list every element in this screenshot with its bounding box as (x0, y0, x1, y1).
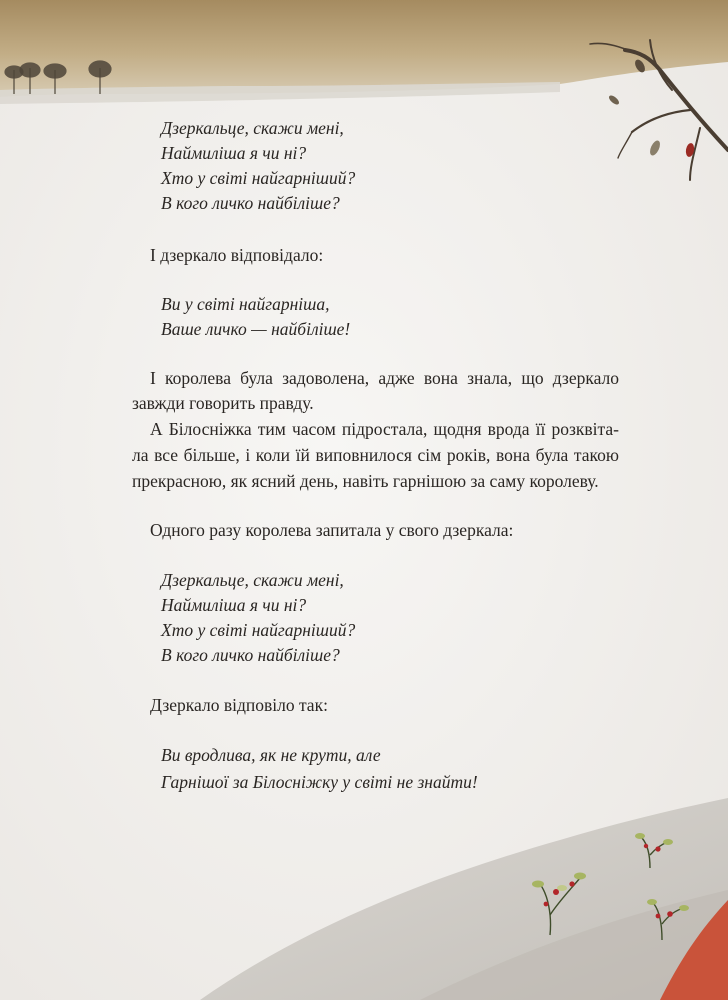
paragraph-line: А Білосніжка тим часом підростала, щодня врода її розквіта- (150, 419, 619, 439)
paragraph-line: завжди говорить правду. (132, 393, 314, 413)
verse-line: Дзеркальце, скажи мені, (161, 570, 344, 590)
verse-line: Ваше личко — найбіліше! (161, 319, 351, 339)
verse-line: Дзеркальце, скажи мені, (161, 118, 344, 138)
verse-line: Хто у світі найгарніший? (161, 168, 356, 188)
paragraph-line: І королева була задоволена, адже вона знала, що дзеркало (150, 368, 619, 388)
prose-queen-asked: Одного разу королева запитала у свого дзеркала: (150, 520, 514, 540)
verse-line: Наймиліша я чи ні? (161, 595, 307, 615)
verse-line: Хто у світі найгарніший? (161, 620, 356, 640)
verse-line: Гарнішої за Білосніжку у світі не знайти! (161, 772, 478, 792)
prose-mirror-replied: Дзеркало відповіло так: (150, 695, 328, 715)
paragraph-line: прекрасною, як ясний день, навіть гарнішою за саму королеву. (132, 471, 599, 491)
prose-mirror-answered: І дзеркало відповідало: (150, 245, 324, 265)
verse-line: В кого личко найбіліше? (161, 645, 340, 665)
verse-line: Ви у світі найгарніша, (161, 294, 330, 314)
verse-line: Ви вродлива, як не крути, але (161, 745, 381, 765)
paragraph-line: ла все більше, і коли їй виповнилося сім років, вона була такою (132, 445, 619, 465)
verse-line: В кого личко найбіліше? (161, 193, 340, 213)
verse-line: Наймиліша я чи ні? (161, 143, 307, 163)
